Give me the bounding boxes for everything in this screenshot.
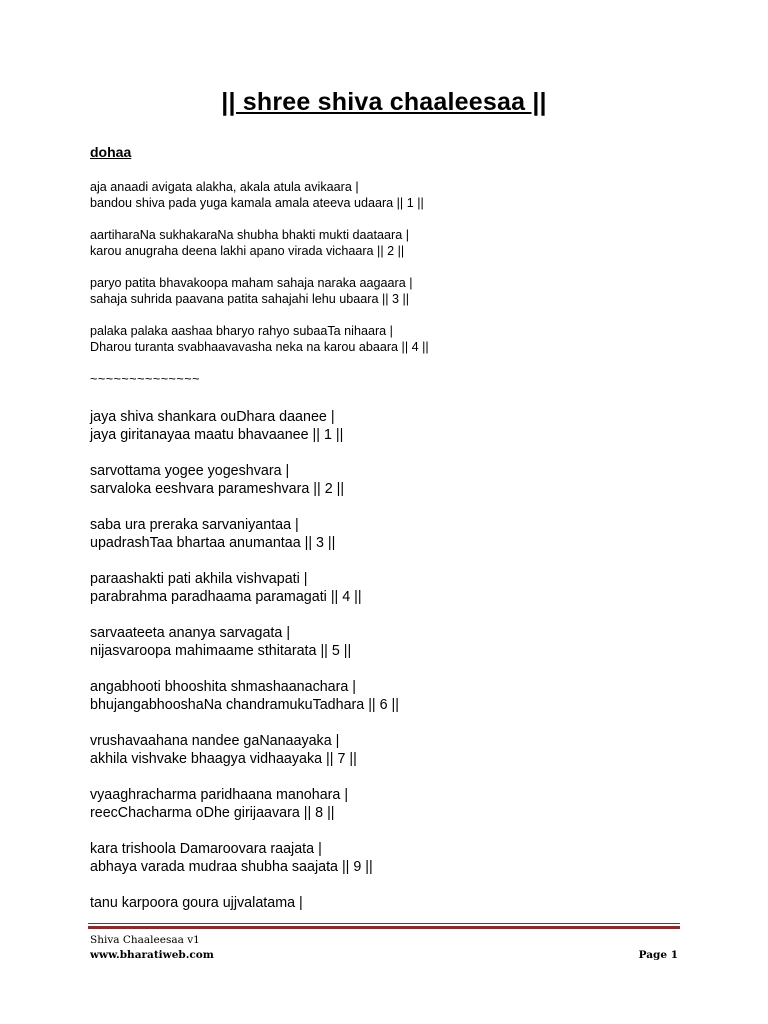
chaupai-verse-8 (90, 786, 710, 822)
footer-website: www.bharatiweb.com (90, 949, 214, 961)
footer-rule (88, 923, 680, 924)
verse-line: angabhooti bhooshita shmashaanachara | (90, 679, 357, 695)
verse-line: aja anaadi avigata alakha, akala atula avikaara | (90, 180, 359, 194)
chaupai-section (90, 408, 710, 930)
dohaa-verse-2 (90, 227, 710, 259)
chaupai-verse-6 (90, 678, 710, 714)
chaupai-verse-4 (90, 570, 710, 606)
verse-line: paraashakti pati akhila vishvapati | (90, 571, 308, 587)
verse-line: sahaja suhrida paavana patita sahajahi lehu ubaara || 3 || (90, 292, 410, 306)
verse-line: vyaaghracharma paridhaana manohara | (90, 787, 349, 803)
verse-line: upadrashTaa bhartaa anumantaa || 3 || (90, 535, 336, 551)
chaupai-verse-2 (90, 462, 710, 498)
verse-line: saba ura preraka sarvaniyantaa | (90, 517, 299, 533)
dohaa-verse-1 (90, 179, 710, 211)
chaupai-verse-5 (90, 624, 710, 660)
verse-line: abhaya varada mudraa shubha saajata || 9 || (90, 859, 373, 875)
chaupai-verse-7 (90, 732, 710, 768)
dohaa-section (90, 179, 710, 387)
footer-document-name: Shiva Chaaleesaa v1 (90, 934, 200, 946)
chaupai-verse-10 (90, 894, 710, 912)
verse-line: sarvaloka eeshvara parameshvara || 2 || (90, 481, 345, 497)
verse-line: parabrahma paradhaama paramagati || 4 || (90, 589, 362, 605)
dohaa-heading: dohaa (90, 144, 132, 160)
verse-line: sarvaateeta ananya sarvagata | (90, 625, 291, 641)
separator: ~~~~~~~~~~~~~~ (90, 372, 200, 386)
verse-line: sarvottama yogee yogeshvara | (90, 463, 290, 479)
chaupai-verse-9 (90, 840, 710, 876)
verse-line: palaka palaka aashaa bharyo rahyo subaaTa nihaara | (90, 324, 393, 338)
chaupai-verse-3 (90, 516, 710, 552)
verse-line: karou anugraha deena lakhi apano virada vichaara || 2 || (90, 244, 405, 258)
verse-line: Dharou turanta svabhaavavasha neka na karou abaara || 4 || (90, 340, 429, 354)
footer-rule-thick (88, 926, 680, 929)
dohaa-verse-4 (90, 323, 710, 355)
verse-line: vrushavaahana nandee gaNanaayaka | (90, 733, 340, 749)
page-title: || shree shiva chaaleesaa || (221, 88, 547, 116)
verse-line: bhujangabhooshaNa chandramukuTadhara || 6 || (90, 697, 399, 713)
footer-page-number: Page 1 (638, 949, 678, 961)
verse-line: bandou shiva pada yuga kamala amala ateeva udaara || 1 || (90, 196, 424, 210)
chaupai-verse-1 (90, 408, 710, 444)
dohaa-verse-3 (90, 275, 710, 307)
verse-line: aartiharaNa sukhakaraNa shubha bhakti mukti daataara | (90, 228, 410, 242)
verse-line: reecChacharma oDhe girijaavara || 8 || (90, 805, 335, 821)
verse-line: nijasvaroopa mahimaame sthitarata || 5 || (90, 643, 352, 659)
verse-line: kara trishoola Damaroovara raajata | (90, 841, 322, 857)
verse-line: tanu karpoora goura ujjvalatama | (90, 895, 303, 911)
verse-line: jaya shiva shankara ouDhara daanee | (90, 409, 335, 425)
verse-line: akhila vishvake bhaagya vidhaayaka || 7 || (90, 751, 357, 767)
verse-line: jaya giritanayaa maatu bhavaanee || 1 || (90, 427, 344, 443)
verse-line: paryo patita bhavakoopa maham sahaja naraka aagaara | (90, 276, 413, 290)
